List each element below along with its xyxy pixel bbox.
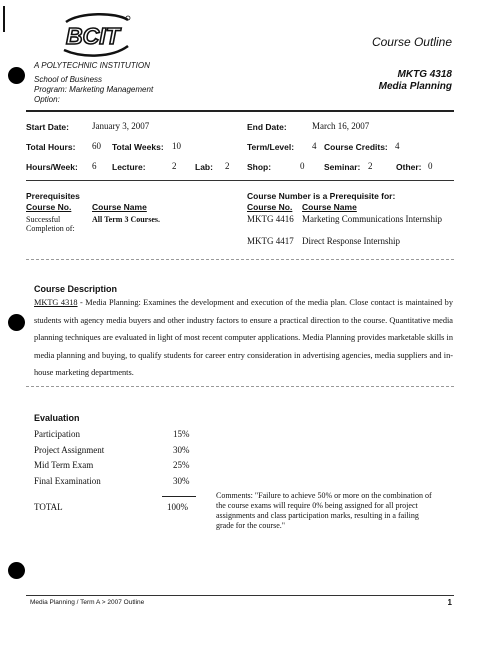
institution-tagline: A POLYTECHNIC INSTITUTION — [34, 61, 150, 70]
course-credits-label: Course Credits: — [324, 142, 388, 152]
details-rule — [26, 180, 454, 181]
prereq-for-col-course-no: Course No. — [247, 202, 293, 212]
prereq-for-row-no: MKTG 4417 — [247, 236, 294, 246]
end-date-label: End Date: — [247, 122, 287, 132]
evaluation-row-label: Project Assignment — [34, 445, 105, 455]
shop-value: 0 — [300, 161, 305, 171]
start-date-value: January 3, 2007 — [92, 121, 150, 131]
prerequisites-title: Prerequisites — [26, 191, 80, 201]
evaluation-total-rule — [162, 496, 196, 497]
evaluation-row-value: 30% — [173, 445, 190, 455]
course-name: Media Planning — [378, 81, 452, 92]
footer-left: Media Planning / Term A > 2007 Outline — [30, 599, 145, 606]
binder-hole-top — [8, 67, 25, 84]
start-date-label: Start Date: — [26, 122, 69, 132]
prereq-col-course-name: Course Name — [92, 202, 147, 212]
prereq-col-course-no: Course No. — [26, 202, 72, 212]
evaluation-comments: Comments: "Failure to achieve 50% or more on the combination of the course exams will require 0% being assigned for all project assignments and class participation marks, resulting in a failing grade for the course." — [216, 491, 432, 530]
bcit-logo — [58, 10, 134, 60]
prereq-for-col-course-name: Course Name — [302, 202, 357, 212]
prereq-rule — [26, 259, 454, 260]
lecture-label: Lecture: — [112, 162, 146, 172]
prereq-for-row-name: Direct Response Internship — [302, 236, 400, 246]
lecture-value: 2 — [172, 161, 177, 171]
evaluation-row-label: Mid Term Exam — [34, 460, 94, 470]
hours-week-value: 6 — [92, 161, 97, 171]
total-hours-value: 60 — [92, 141, 101, 151]
description-title: Course Description — [34, 284, 118, 294]
school-name: School of Business — [34, 75, 103, 84]
evaluation-row-label: Participation — [34, 429, 80, 439]
prereq-for-row-no: MKTG 4416 — [247, 214, 294, 224]
prereq-row-label: Successful Completion of: — [26, 215, 75, 233]
other-value: 0 — [428, 161, 433, 171]
footer-rule — [26, 595, 454, 596]
seminar-label: Seminar: — [324, 162, 361, 172]
program-name: Program: Marketing Management — [34, 85, 154, 94]
svg-text:BCIT: BCIT — [66, 23, 120, 49]
lab-value: 2 — [225, 161, 230, 171]
course-credits-value: 4 — [395, 141, 400, 151]
lab-label: Lab: — [195, 162, 213, 172]
evaluation-total-label: TOTAL — [34, 502, 63, 512]
option-label: Option: — [34, 95, 60, 104]
other-label: Other: — [396, 162, 422, 172]
course-code: MKTG 4318 — [397, 69, 452, 80]
binder-hole-middle — [8, 314, 25, 331]
evaluation-row-label: Final Examination — [34, 476, 101, 486]
description-text — [34, 294, 453, 382]
header-rule — [26, 110, 454, 112]
page-number: 1 — [447, 598, 452, 607]
term-level-label: Term/Level: — [247, 142, 295, 152]
seminar-value: 2 — [368, 161, 373, 171]
term-level-value: 4 — [312, 141, 317, 151]
document-type: Course Outline — [371, 35, 452, 49]
prereq-for-title: Course Number is a Prerequisite for: — [247, 191, 396, 201]
prereq-for-row-name: Marketing Communications Internship — [302, 214, 442, 224]
shop-label: Shop: — [247, 162, 272, 172]
binder-hole-bottom — [8, 562, 25, 579]
total-weeks-label: Total Weeks: — [112, 142, 164, 152]
scan-mark — [3, 6, 5, 32]
evaluation-row-value: 25% — [173, 460, 190, 470]
description-rule — [26, 386, 454, 387]
evaluation-row-value: 15% — [173, 429, 190, 439]
end-date-value: March 16, 2007 — [312, 121, 370, 131]
description-body: - Media Planning: Examines the development and execution of the media plan. Close contact is maintained by students with agency media buyers and other industry factors to ensure a practical direction to the course. Quantitative media planning techniques are evaluated in light of most recent computer applications. Media Planning provides marketable skills in media planning and buying, to qualify students for career entry consideration in advertising agencies, media suppliers and in-house marketing departments. — [34, 298, 453, 377]
evaluation-total-value: 100% — [167, 502, 188, 512]
evaluation-row-value: 30% — [173, 476, 190, 486]
evaluation-title: Evaluation — [34, 413, 80, 423]
total-weeks-value: 10 — [172, 141, 181, 151]
description-course-code: MKTG 4318 — [34, 298, 78, 307]
total-hours-label: Total Hours: — [26, 142, 76, 152]
hours-week-label: Hours/Week: — [26, 162, 78, 172]
prereq-row-name: All Term 3 Courses. — [92, 215, 160, 224]
